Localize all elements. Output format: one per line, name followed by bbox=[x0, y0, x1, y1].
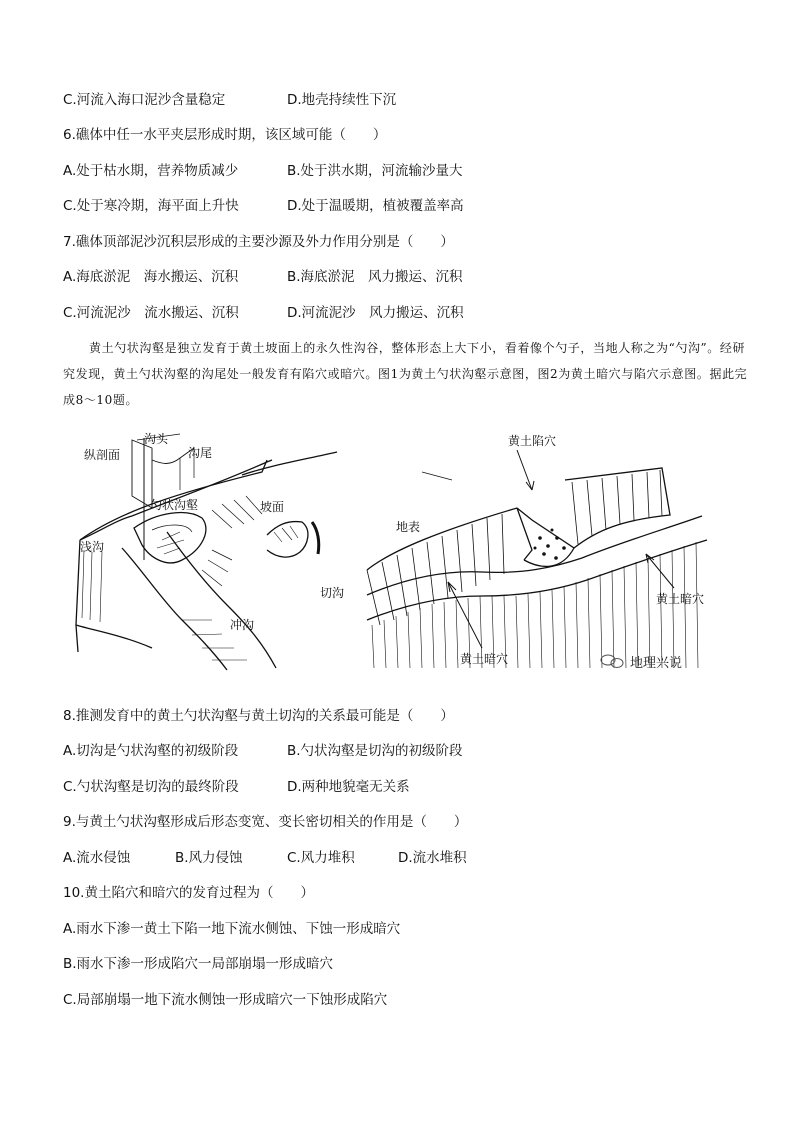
q10-option-b: B.雨水下渗一形成陷穴一局部崩塌一形成暗穴 bbox=[63, 956, 334, 972]
q7-option-b: B.海底淤泥 风力搬运、沉积 bbox=[287, 269, 463, 285]
q6-option-a: A.处于枯水期，营养物质减少 bbox=[63, 163, 239, 179]
q6-option-b: B.处于洪水期，河流输沙量大 bbox=[287, 163, 463, 179]
q8-stem: 8.推测发育中的黄土勺状沟壑与黄土切沟的关系最可能是（ ） bbox=[63, 708, 454, 724]
label-shaozhuanggouhe: 勺状沟壑 bbox=[150, 498, 199, 512]
label-huangtu-anxue-right: 黄土暗穴 bbox=[656, 592, 705, 606]
q8-option-b: B.勺状沟壑是切沟的初级阶段 bbox=[287, 743, 463, 759]
q9-option-a: A.流水侵蚀 bbox=[63, 850, 131, 866]
q7-option-d: D.河流泥沙 风力搬运、沉积 bbox=[287, 305, 464, 321]
q8-option-c: C.勺状沟壑是切沟的最终阶段 bbox=[63, 779, 239, 795]
q9-stem: 9.与黄土勺状沟壑形成后形态变宽、变长密切相关的作用是（ ） bbox=[63, 814, 468, 830]
label-gouwei: 沟尾 bbox=[188, 446, 213, 460]
label-pomian: 坡面 bbox=[260, 500, 285, 514]
q6-option-c: C.处于寒冷期，海平面上升快 bbox=[63, 198, 239, 214]
label-goutou: 沟头 bbox=[144, 432, 169, 446]
q9-option-b: B.风力侵蚀 bbox=[175, 850, 243, 866]
q6-stem: 6.礁体中任一水平夹层形成时期，该区域可能（ ） bbox=[63, 127, 387, 143]
passage: 黄土勺状沟壑是独立发育于黄土坡面上的永久性沟谷，整体形态上大下小，看着像个勺子，当地人称之为“勺沟”。经研究发现，黄土勺状沟壑的沟尾处一般发育有陷穴或暗穴。图1为黄土勺状沟壑示意图，图2为黄土暗穴与陷穴示意图。据此完成8～10题。 bbox=[63, 341, 748, 407]
label-zongpoumian: 纵剖面 bbox=[84, 448, 121, 462]
label-huangtu-anxue-bottom: 黄土暗穴 bbox=[460, 652, 509, 666]
q10-option-a: A.雨水下渗一黄土下陷一地下流水侧蚀、下蚀一形成暗穴 bbox=[63, 921, 401, 937]
q6-option-d: D.处于温暖期，植被覆盖率高 bbox=[287, 198, 464, 214]
q5-option-d: D.地壳持续性下沉 bbox=[287, 92, 397, 108]
q10-option-c: C.局部崩塌一地下流水侧蚀一形成暗穴一下蚀形成陷穴 bbox=[63, 992, 388, 1008]
q7-option-c: C.河流泥沙 流水搬运、沉积 bbox=[63, 305, 239, 321]
q10-stem: 10.黄土陷穴和暗穴的发育过程为（ ） bbox=[63, 885, 314, 901]
watermark-text: 地理兴说 bbox=[630, 656, 683, 671]
figures-container bbox=[62, 420, 742, 692]
label-huangtu-xianxue: 黄土陷穴 bbox=[508, 434, 557, 448]
q7-option-a: A.海底淤泥 海水搬运、沉积 bbox=[63, 269, 239, 285]
q5-option-c: C.河流入海口泥沙含量稳定 bbox=[63, 92, 226, 108]
q8-option-d: D.两种地貌毫无关系 bbox=[287, 779, 410, 795]
q9-option-c: C.风力堆积 bbox=[287, 850, 355, 866]
label-qiangou: 浅沟 bbox=[80, 540, 105, 554]
label-qiegou: 切沟 bbox=[320, 586, 345, 600]
label-dibiao: 地表 bbox=[396, 520, 421, 534]
q7-stem: 7.礁体顶部泥沙沉积层形成的主要沙源及外力作用分别是（ ） bbox=[63, 234, 454, 250]
label-chonggou: 冲沟 bbox=[230, 618, 255, 632]
q9-option-d: D.流水堆积 bbox=[398, 850, 467, 866]
q8-option-a: A.切沟是勺状沟壑的初级阶段 bbox=[63, 743, 239, 759]
